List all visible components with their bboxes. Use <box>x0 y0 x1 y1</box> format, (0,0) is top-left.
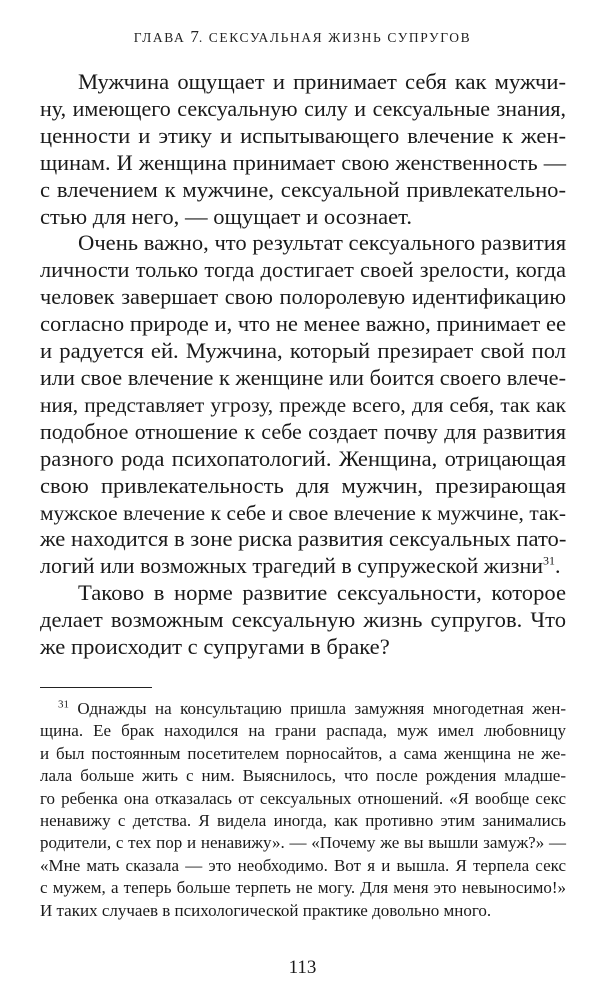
footnote-marker: 31 <box>58 698 69 711</box>
text-line: подобное отношение к себе создает почву для развития <box>40 418 566 444</box>
text-line: или свое влечение к женщине или боится своего влече- <box>40 364 566 390</box>
text-line: Очень важно, что результат сексуального развития <box>78 230 567 256</box>
text-line: же происходит с супругами в браке? <box>40 634 390 660</box>
footnote-line: И таких случаев в психологической практике довольно много. <box>40 900 492 920</box>
footnote-line: ненавижу с детства. Я видела иногда, как противно этим занимались <box>40 811 566 831</box>
text-line: человек завершает свою полоролевую идентификацию <box>40 284 566 310</box>
text-line: Таково в норме развитие сексуальности, которое <box>78 580 566 606</box>
main-text <box>40 69 566 661</box>
text-line: личности только тогда достигает своей зрелости, когда <box>40 257 566 283</box>
paragraph-2 <box>40 230 566 580</box>
text-line: разного рода психопатологий. Женщина, отрицающая <box>40 445 566 471</box>
text-line: согласно природе и, что не менее важно, принимает ее <box>40 311 566 337</box>
footnote-reference[interactable]: 31 <box>543 553 556 568</box>
running-head <box>0 27 605 47</box>
text-line: щинам. И женщина принимает свою женственность — <box>40 149 566 175</box>
footnote-line: с мужем, а теперь больше терпеть не могу. Для меня это невыносимо!» <box>40 878 566 898</box>
text-line: мужское влечение к себе и свое влечение к мужчине, так- <box>40 500 566 525</box>
footnote-line: щина. Ее брак находился на грани распада, муж имел любовницу <box>40 721 566 741</box>
footnote <box>40 698 566 922</box>
page-number: 113 <box>288 957 317 978</box>
running-head-title: . СЕКСУАЛЬНАЯ ЖИЗНЬ СУПРУГОВ <box>198 30 472 45</box>
text-line: логий или возможных трагедий в супружеской жизни$^{31}$. <box>40 553 561 579</box>
text-line: ценности и этику и испытывающего влечение к жен- <box>40 122 566 148</box>
text-line: делает возможным сексуальную жизнь супругов. Что <box>40 607 566 633</box>
paragraph-3 <box>40 580 566 661</box>
text-line: и радуется ей. Мужчина, который презирает свой пол <box>40 338 566 364</box>
text-line: свою привлекательность для мужчин, презирающая <box>40 472 566 498</box>
text-line: ну, имеющего сексуальную силу и сексуальные знания, <box>40 95 566 121</box>
footnote-line: и был постоянным посетителем порносайтов, а сама женщина не же- <box>40 743 566 763</box>
paragraph-1 <box>40 69 566 230</box>
footnote-divider <box>40 687 152 688</box>
footnote-line: «Мне мать сказала — это необходимо. Вот я и вышла. Я терпела секс <box>40 855 566 875</box>
text-line: ния, представляет угрозу, прежде всего, для себя, так как <box>40 392 566 417</box>
text-line: же находится в зоне риска развития сексуальных пато- <box>40 526 567 552</box>
footnote-line: го ребенка она отказалась от сексуальных отношений. «Я вообще секс <box>40 788 566 808</box>
text-line: Мужчина ощущает и принимает себя как мужчи- <box>78 69 566 94</box>
text-line: с влечением к мужчине, сексуальной привлекательно- <box>40 176 566 202</box>
chapter-number: 7 <box>190 27 199 46</box>
footnote-line-content: Однажды на консультацию пришла замужняя многодетная жен- <box>69 699 566 718</box>
running-head-prefix: ГЛАВА <box>133 30 191 45</box>
text-line: стью для него, — ощущает и осознает. <box>40 203 412 229</box>
footnote-line <box>40 698 566 720</box>
footnote-line: родители, с тех пор и ненавижу». — «Почему же вы вышли замуж?» — <box>40 833 566 853</box>
footnote-line: лала больше жить с ним. Выяснилось, что после рождения младше- <box>40 766 566 786</box>
text-line-content: логий или возможных трагедий в супружеской жизни <box>40 553 544 579</box>
